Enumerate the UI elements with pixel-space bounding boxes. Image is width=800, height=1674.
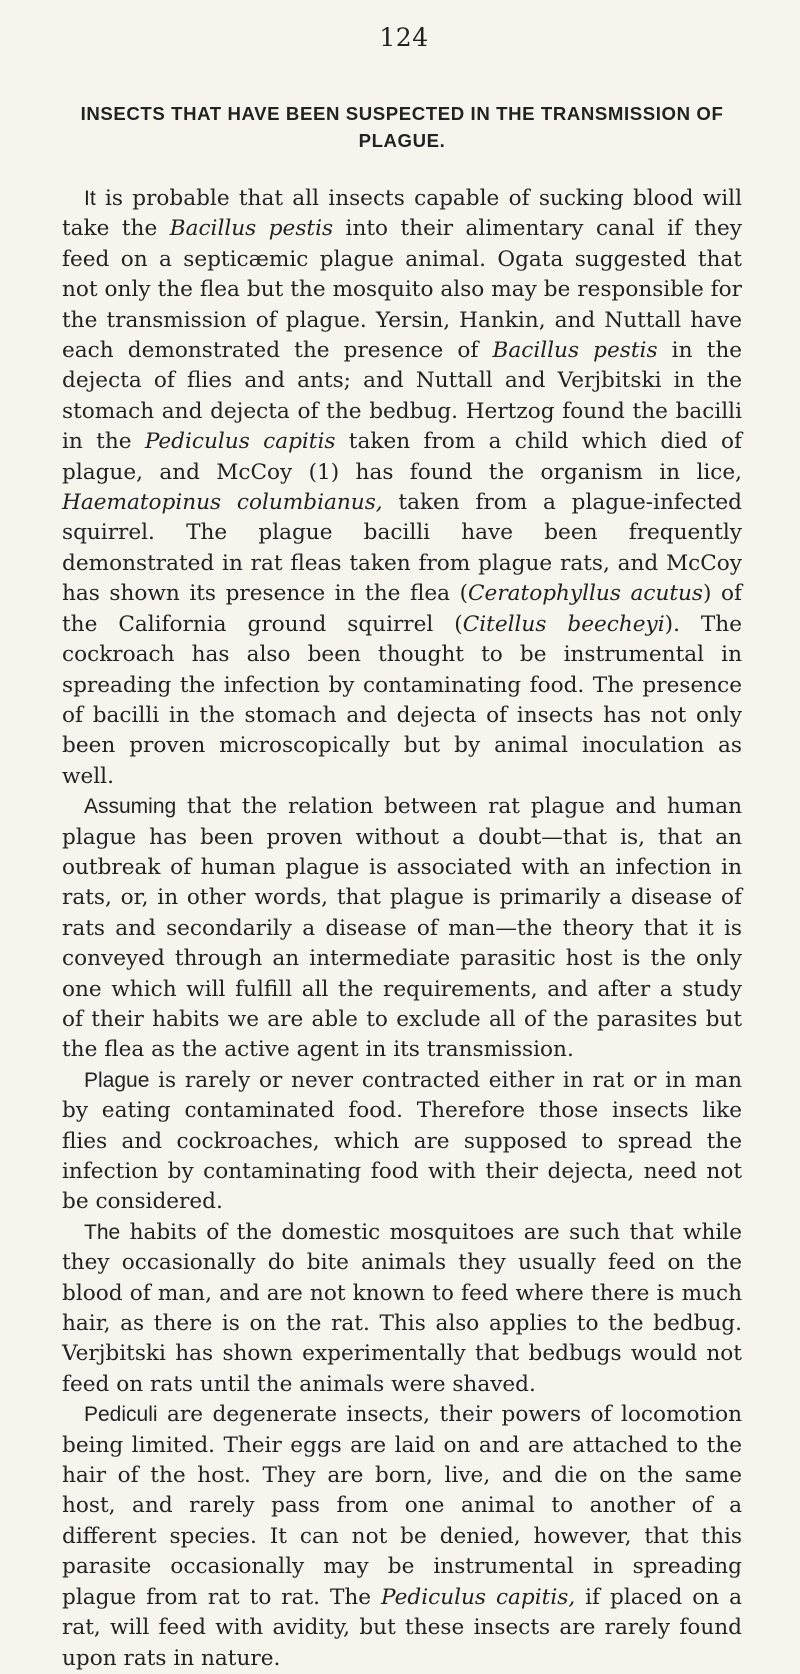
text-segment: that the relation between rat plague and human plague has been proven without a doubt—that is, that an outbreak of human plague is associated with an infection in rats, or, in other words, that plague is primarily a disease of rats and secondarily a disease of man—the theory that it is conveyed through an intermediate parasitic host is the only one which will fulfill all the requirements, and after a study of their habits we are able to exclude all of the parasites but the flea as the active agent in its transmission. [62, 794, 742, 1063]
paragraph [62, 792, 742, 1066]
scientific-name: Citellus beecheyi [462, 611, 665, 637]
paragraph [62, 1066, 742, 1218]
scientific-name: Pediculus capitis [144, 429, 336, 455]
page-number: 124 [379, 23, 429, 52]
scientific-name: Bacillus pestis [169, 216, 334, 242]
text-segment: is probable that all insects capable of sucking blood will take the [62, 186, 742, 242]
paragraph [62, 1218, 742, 1400]
text-segment: taken from a plague-infected squirrel. The plague bacilli have been frequently demonstrated in rat fleas taken from plague rats, and McCoy has shown its presence in the flea ( [62, 490, 743, 607]
paragraph-lead-word: Pediculi [84, 1403, 158, 1427]
paragraph [62, 1400, 742, 1674]
section-title: INSECTS THAT HAVE BEEN SUSPECTED IN THE TRANSMISSION OF PLAGUE. [80, 103, 724, 151]
text-segment: is rarely or never contracted either in rat or in man by eating contaminated food. Therefore those insects like flies and cockroaches, which are supposed to spread the infection by contaminating food with their dejecta, need not be considered. [62, 1067, 742, 1215]
text-segment: into their alimentary canal if they feed on a septicæmic plague animal. Ogata suggested that not only the flea but the mosquito also may be responsible for the transmission of plague. Yersin, Hankin, and Nuttall have each demonstrated the presence of [62, 216, 742, 364]
body-text [62, 184, 742, 1674]
text-segment: if placed on a rat, will feed with avidity, but these insects are rarely found upon rats in nature. [62, 1584, 742, 1671]
scientific-name: Ceratophyllus acutus [468, 581, 704, 607]
scientific-name: Pediculus capitis, [381, 1584, 576, 1610]
paragraph-lead-word: It [84, 187, 96, 210]
text-segment: in the dejecta of flies and ants; and Nuttall and Verjbitski in the stomach and dejecta of the bedbug. Hertzog found the bacilli in the [62, 338, 743, 455]
text-segment: taken from a child which died of plague, and McCoy (1) has found the organism in lice, [62, 429, 742, 485]
scientific-name: Bacillus pestis [492, 338, 658, 364]
text-segment: habits of the domestic mosquitoes are such that while they occasionally do bite animals they usually feed on the blood of man, and are not known to feed where there is much hair, as there is on the rat. This also applies to the bedbug. Verjbitski has shown experimentally that bedbugs would not feed on rats until the animals were shaved. [62, 1219, 742, 1397]
text-segment: ). The cockroach has also been thought to be instrumental in spreading the infection by contaminating food. The presence of bacilli in the stomach and dejecta of insects has not only been proven microscopically but by animal inoculation as well. [62, 611, 742, 789]
paragraph-lead-word: Plague [84, 1068, 150, 1092]
paragraph-lead-word: The [84, 1220, 121, 1244]
scientific-name: Haematopinus columbianus, [62, 490, 383, 516]
text-segment: are degenerate insects, their powers of locomotion being limited. Their eggs are laid on and are attached to the hair of the host. They are born, live, and die on the same host, and rarely pass from one animal to another of a different species. It can not be denied, however, that this parasite occasionally may be instrumental in spreading plague from rat to rat. The [62, 1402, 742, 1610]
paragraph [62, 184, 742, 792]
text-segment: ) of the California ground squirrel ( [62, 581, 743, 637]
paragraph-lead-word: Assuming [84, 795, 177, 819]
